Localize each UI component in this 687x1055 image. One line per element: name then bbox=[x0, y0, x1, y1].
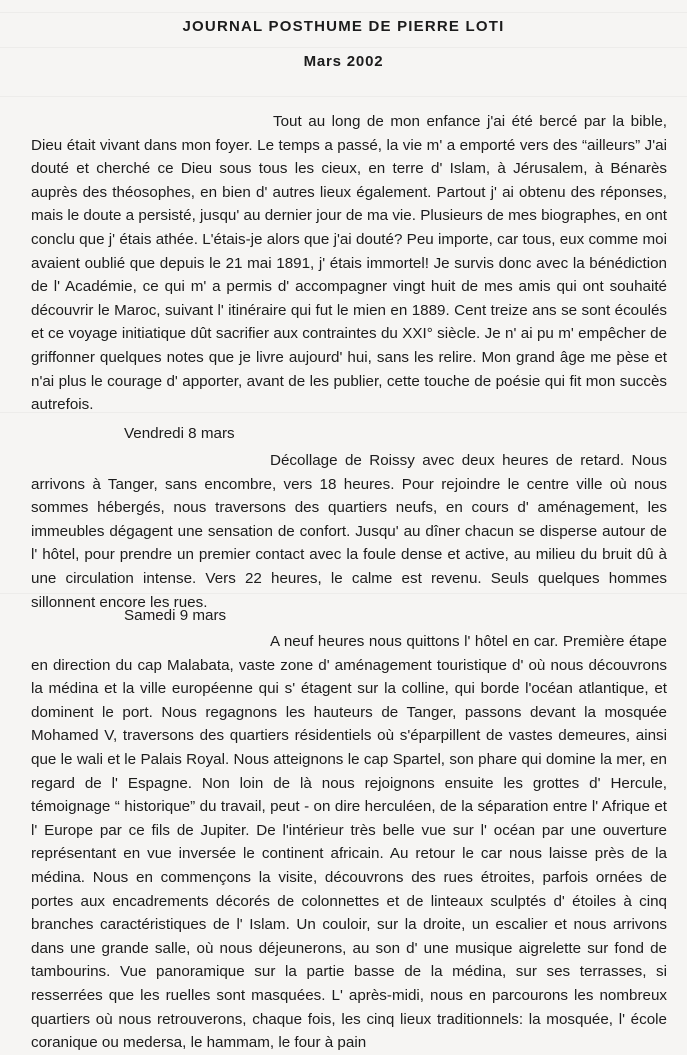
document-title: JOURNAL POSTHUME DE PIERRE LOTI bbox=[182, 18, 505, 35]
show-through-line bbox=[0, 12, 687, 13]
paragraph-intro: Tout au long de mon enfance j'ai été bercé par la bible, Dieu était vivant dans mon foyer. Le temps a passé, la vie m' a emporté vers des “ailleurs” J'ai douté et cherché ce Dieu sous tous les cieux, en terre d' Islam, à Jérusalem, à Bénarès auprès des théosophes, en bien d' autres lieux également. Partout j' ai obtenu des réponses, mais le doute a persisté, jusqu' au dernier jour de ma vie. Plusieurs de mes biographes, en ont conclu que j' étais athée. L'étais-je alors que j'ai douté? Peu importe, car tous, eux comme moi avaient oublié que depuis le 21 mai 1891, j' étais immortel! Je survis donc avec la bénédiction de l' Académie, ce qui m' a permis d' accompagner vingt huit de mes amis qui ont souhaité découvrir le Maroc, suivant l' itinéraire qui fut le mien en 1889. Cent treize ans se sont écoulés et ce voyage initiatique dût sacrifier aux contraintes du XXI° siècle. Je n' ai pu m' empêcher de griffonner quelques notes que je livre aujourd' hui, sans les relire. Mon grand âge me pèse et n'ai plus le courage d' apporter, avant de les publier, cette touche de poésie qui fit mon succès autrefois. bbox=[31, 113, 667, 414]
paragraph-samedi: A neuf heures nous quittons l' hôtel en car. Première étape en direction du cap Malabata, vaste zone d' aménagement touristique d' où nous découvrons la médina et la ville européenne qui s' étagent sur la colline, qui borde l'océan atlantique, et dominent le port. Nous regagnons les hauteurs de Tanger, passons devant la mosquée Mohamed V, traversons des quartiers résidentiels où s'éparpillent de vastes demeures, ainsi que le wali et le Palais Royal. Nous atteignons le cap Spartel, son phare qui domine la mer, en regard de l' Espagne. Non loin de là nous rejoignons ensuite les grottes d' Hercule, témoignage “ historique” du travail, peut - on dire herculéen, de la séparation entre l' Afrique et l' Europe par ce fils de Jupiter. De l'intérieur très belle vue sur l' océan par une ouverture représentant en vue inversée le continent africain. Au retour le car nous laisse près de la médina. Nous en commençons la visite, découvrons des rues étroites, parfois ornées de portes aux encadrements décorés de colonnettes et de linteaux sculptés d' étoiles à cinq branches caractéristiques de l' Islam. Un couloir, sur la droite, un escalier et nous arrivons dans une grande salle, où nous déjeunerons, au son d' une musique aigrelette sur fond de tambourins. Vue panoramique sur la partie basse de la médina, sur ses terrasses, si resserrées que les ruelles sont masquées. L' après-midi, nous en parcourons les nombreux quartiers où nous retrouverons, chaque fois, les cinq lieux traditionnels: la mosquée, l' école coranique ou medersa, le hammam, le four à pain bbox=[31, 633, 667, 1052]
document-subtitle: Mars 2002 bbox=[303, 53, 384, 70]
show-through-line bbox=[0, 47, 687, 48]
show-through-line bbox=[0, 96, 687, 97]
date-heading-vendredi: Vendredi 8 mars bbox=[124, 425, 235, 442]
date-heading-samedi: Samedi 9 mars bbox=[124, 607, 227, 624]
paragraph-vendredi: Décollage de Roissy avec deux heures de retard. Nous arrivons à Tanger, sans encombre, vers 18 heures. Pour rejoindre le centre ville où nous sommes hébergés, nous traversons des quartiers neufs, en cours d' aménagement, les immeubles dégagent une sensation de confort. Jusqu' au dîner chacun se disperse autour de l' hôtel, pour prendre un premier contact avec la foule dense et active, au milieu du bruit dû à une circulation intense. Vers 22 heures, le calme est revenu. Seuls quelques hommes sillonnent encore les rues. bbox=[31, 452, 667, 611]
